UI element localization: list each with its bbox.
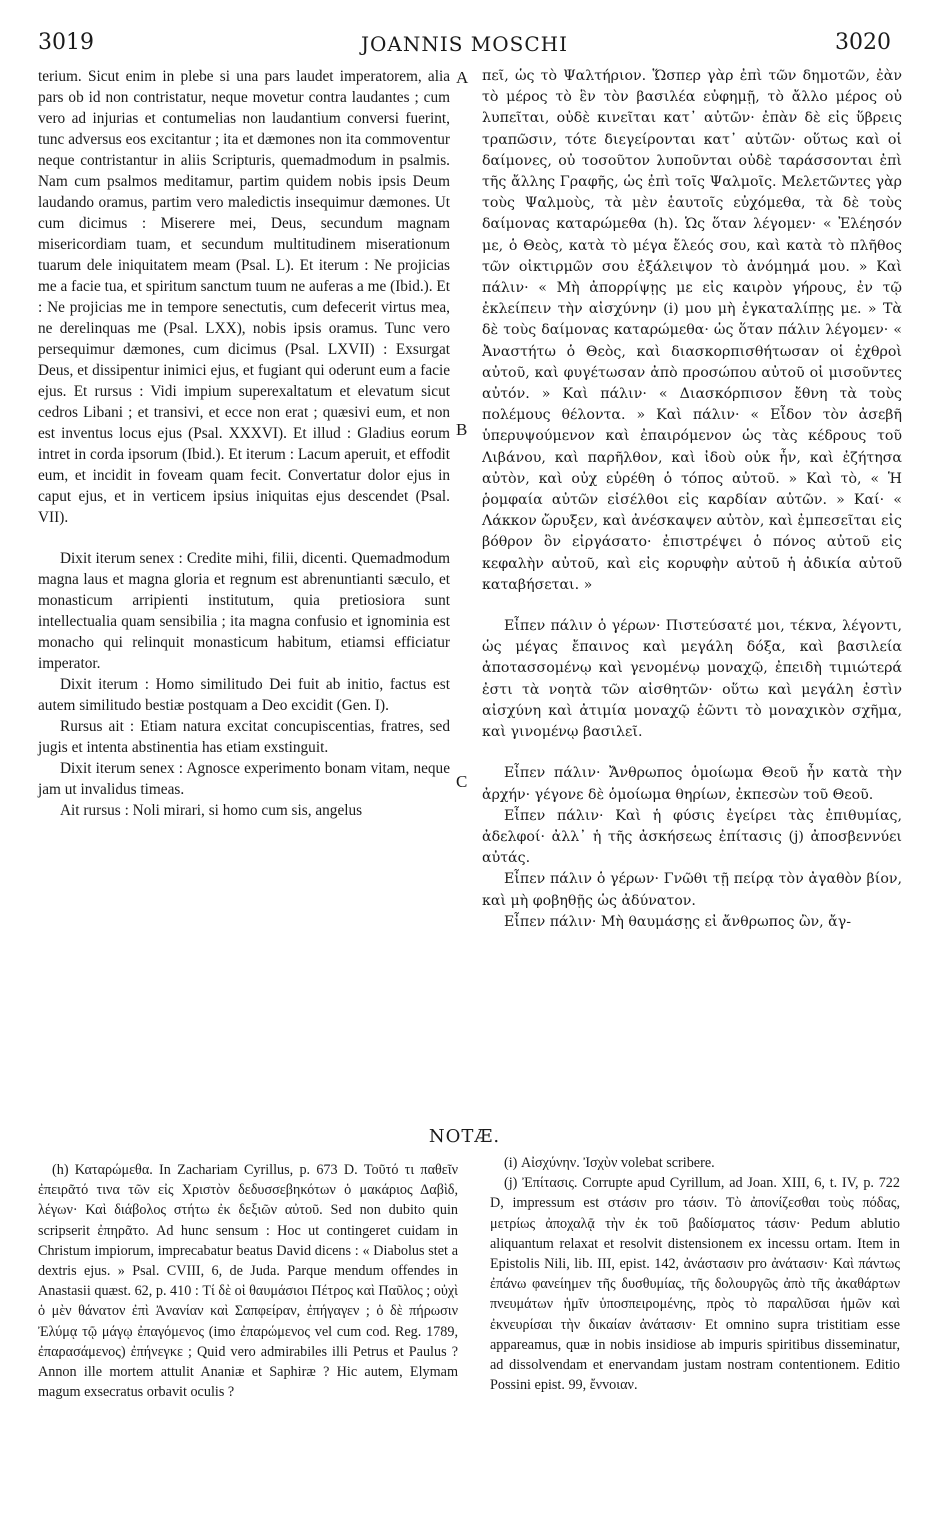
page-number-right: 3020 — [835, 30, 891, 55]
notes-right-column — [490, 1153, 900, 1395]
page-number-left: 3019 — [38, 30, 94, 55]
column-marker-b: B — [456, 420, 468, 439]
latin-paragraph-3: Dixit iterum : Homo similitudo Dei fuit ab initio, factus est autem similitudo bestiæ postquam a Deo excidit (Gen. I). — [38, 676, 450, 714]
notes-title: NOTÆ. — [428, 1126, 501, 1147]
latin-paragraph-1: terium. Sicut enim in plebe si una pars laudet imperatorem, alia pars ob id non contristatur, neque movetur contra laudantes ; cum vero ad injurias et contumelias non laudantium conversi fuerint, tunc adversus eos excitantur ; ita et dæmones non ita commoventur neque contristantur in aliis Scripturis, quemadmodum in psalmis. Nam cum psalmos meditamur, partim quidem nobis ipsis Deum laudando oramus, partim vero maledictis insequimur dæmones. Ut cum dicimus : Miserere mei, Deus, secundum magnam misericordiam tuam, et secundum multitudinem miserationum tuarum dele iniquitatem meam (Psal. L). Et iterum : Ne projicias me a facie tua, et spiritum sanctum tuum ne auferas a me (Ibid.). Et : Ne projicias me in tempore senectutis, cum defecerit virtus mea, ne derelinquas me (Psal. LXX), nobis ipsis oramus. Tunc vero persequimur dæmones, cum dicimus (Psal. LXVII) : Exsurgat Deus, et dissipentur inimici ejus, et fugiant qui oderunt eum a facie ejus. Et rursus : Vidi impium superexaltatum et elevatum sicut cedros Libani ; et transivi, et ecce non erat ; quæsivi eum, et non est inventus locus ejus (Psal. XXXVI). Et illud : Gladius eorum intret in corda ipsorum (Ibid.). Et iterum : Lacum aperuit, et effodit eum, et incidit in foveam quam fecit. Convertatur dolor ejus in caput ejus, et in verticem ipsius iniquitas ejus descendet (Psal. VII). — [38, 68, 451, 526]
column-marker-c: C — [456, 772, 468, 791]
latin-paragraph-4: Rursus ait : Etiam natura excitat concupiscentias, fratres, sed jugis et intenta abstinentia has etiam exstinguit. — [38, 718, 450, 756]
greek-paragraph-1: πεῖ, ὡς τὸ Ψαλτήριον. Ὥσπερ γὰρ ἐπὶ τῶν δημοτῶν, ἐὰν τὸ μέρος τὸ ἓν τὸν βασιλέα εὐφημῇ, τὸ ἄλλο μέρος οὐ λυπεῖται, οὐδὲ κινεῖται κατ᾽ αὐτῶν· ἐπὰν δὲ εἰς ὕβρεις τραπῶσιν, τότε διεγείρονται κατ᾽ αὐτῶν· οὕτως καὶ οἱ δαίμονες, οὐ τοσοῦτον λυποῦνται οὐδὲ ταράσσονται ἐπὶ τῆς ἄλλης Γραφῆς, ὡς ἐπὶ τοῖς Ψαλμοῖς. Μελετῶντες γὰρ τοὺς Ψαλμοὺς, τὰ μὲν ἑαυτοῖς εὐχόμεθα, τὰ δὲ τοὺς δαίμονας καταρώμεθα (h). Ὡς ὅταν λέγομεν· « Ἐλέησόν με, ὁ Θεὸς, κατὰ τὸ μέγα ἔλεός σου, καὶ κατὰ τὸ πλῆθος τῶν οἰκτιρμῶν σου ἐξάλειψον τὸ ἀνόμημά μου. » Καὶ πάλιν· « Μὴ ἀπορρίψῃς με εἰς καιρὸν γήρους, ἐν τῷ ἐκλείπειν τὴν αἰσχύνην (i) μου μὴ ἐγκαταλίπῃς με. » Τὰ δὲ τοὺς δαίμονας καταρώμεθα· ὡς ὅταν πάλιν λέγομεν· « Ἀναστήτω ὁ Θεὸς, καὶ διασκορπισθήτωσαν οἱ ἐχθροὶ αὐτοῦ, καὶ φυγέτωσαν ἀπὸ προσώπου αὐτοῦ οἱ μισοῦντες αὐτόν. » Καὶ πάλιν· « Διασκόρπισον ἔθνη τὰ τοὺς πολέμους θέλοντα. » Καὶ πάλιν· « Εἶδον τὸν ἀσεβῆ ὑπερυψούμενον καὶ ἐπαιρόμενον ὡς τὰς κέδρους τοῦ Λιβάνου, καὶ παρῆλθον, καὶ ἰδοὺ οὐκ ἦν, καὶ ἐζήτησα αὐτὸν, καὶ οὐχ εὑρέθη ὁ τόπος αὐτοῦ. » Καὶ τὸ, « Ἡ ῥομφαία αὐτῶν εἰσέλθοι εἰς καρδίαν αὐτῶν. » Καί· « Λάκκον ὤρυξεν, καὶ ἀνέσκαψεν αὐτὸν, καὶ ἐμπεσεῖται εἰς βόθρον ὃν εἰργάσατο· ἐπιστρέψει ὁ πόνος αὐτοῦ εἰς κεφαλὴν αὐτοῦ, καὶ εἰς κορυφὴν αὐτοῦ ἡ ἀδικία αὐτοῦ καταβήσεται. » — [482, 68, 902, 593]
column-marker-a: A — [456, 68, 469, 87]
notes-left-column — [38, 1160, 458, 1402]
latin-paragraph-5: Dixit iterum senex : Agnosce experimento bonam vitam, neque jam ut invalidus timeas. — [38, 760, 450, 798]
latin-paragraph-2: Dixit iterum senex : Credite mihi, filii, dicenti. Quemadmodum magna laus et magna gloria et regnum est abrenuntianti sæculo, et monasticum arripienti institutum, quia pretiosiora sunt intellectualia quam sensibilia ; ita magna confusio et ignominia est monacho qui relinquit monasticum habitum, etiamsi efficiatur imperator. — [38, 550, 450, 672]
note-i: (i) Αἰσχύνην. Ἰσχὺν volebat scribere. — [504, 1155, 715, 1171]
note-j: (j) Ἐπίτασις. Corrupte apud Cyrillum, ad Joan. XIII, 6, t. IV, p. 722 D, impressum est στάσιν pro τάσιν. Τὸ ἀπονίζεσθαι τοὺς πόδας, μετρίως ἀποχαλᾷ τὴν ἐκ τοῦ βαδίσματος τάσιν· Pedum ablutio aliquantum relaxat et resolvit distensionem ex incessu ortam. Item in Epistolis Nili, lib. III, epist. 142, ἀνάστασιν pro ἀνάτασιν· Καὶ πάντως ἐπάνω φανείημεν τῆς δυσθυμίας, τῆς δολουργῶς ἀπὸ τῆς ἀκαθάρτων πνευμάτων ἡμῖν ὑποσπειρομένης, πρὸς τὸ παραλῦσαι ἡμῶν καὶ ἐκνευρίσαι τὴν δικαίαν ἀνάτασιν· Et omnino supra tristitiam esse appareamus, quæ in nobis insidiose ab impuris spiritibus disseminatur, ad dissolvendam et enervandam justam nostram contentionem. Editio Possini epist. 99, ἔνvoιαν. — [490, 1175, 900, 1394]
greek-paragraph-2: Εἶπεν πάλιν ὁ γέρων· Πιστεύσατέ μοι, τέκνα, λέγοντι, ὡς μέγας ἔπαινος καὶ μεγάλη δόξα, καὶ βασιλεία ἀποτασσομένῳ καὶ γενομένῳ μοναχῷ, ἐπειδὴ τιμιώτερά ἐστι τὰ νοητὰ τῶν αἰσθητῶν· οὕτω καὶ μεγάλη ἐστὶν αἰσχύνη καὶ ἀτιμία μοναχῷ ἐῶντι τὸ μοναχικὸν σχῆμα, καὶ γινομένῳ βασιλεῖ. — [482, 618, 902, 741]
greek-paragraph-3: Εἶπεν πάλιν· Ἄνθρωπος ὁμοίωμα Θεοῦ ἦν κατὰ τὴν ἀρχήν· γέγονε δὲ ὁμοίωμα θηρίων, ἐκπεσὼν τοῦ Θεοῦ. — [482, 765, 902, 803]
latin-paragraph-6: Ait rursus : Noli mirari, si homo cum sis, angelus — [60, 802, 363, 819]
greek-column — [482, 66, 902, 933]
note-h: (h) Καταρώμεθα. In Zachariam Cyrillus, p. 673 D. Τοῦτό τι παθεῖν ἐπειρᾶτό τινα τῶν εἰς Χριστὸν δεδυσσεβηκότων ὁ μακάριος Δαβὶδ, λέγων· Καὶ διάβολος στήτω ἐκ δεξιῶν αὐτοῦ. Sed non dubito quin scripserit ἐπηρᾶτο. Ad hunc sensum : Hoc ut contingeret cuidam in Christum impiorum, imprecabatur beatus David dicens : « Diabolus stet a dextris ejus. » Psal. CVIII, 6, de Juda. Parque mendum offendes in Anastasii quæst. 62, p. 410 : Τί δὲ οἱ θαυμάσιοι Πέτρος καὶ Παῦλος ; οὐχὶ ὁ μὲν θάνατον ἐπὶ Ἀνανίαν καὶ Σαπφείραν, ἐπήγαγεν ; ὁ δὲ πήρωσιν Ἐλύμᾳ τῷ μάγῳ ἐπαγόμενος (imo ἐπαρώμενος vel cum cod. Reg. 1789, ἐπαρασάμενος) ἐπήνεγκε ; Quid vero admirabiles illi Petrus et Paulus ? Annon ille mortem attulit Ananiæ et Saphiræ ? Hic autem, Elymam magum exsecratus orbavit oculis ? — [38, 1162, 458, 1401]
latin-column — [38, 66, 450, 821]
greek-paragraph-6: Εἶπεν πάλιν· Μὴ θαυμάσῃς εἰ ἄνθρωπος ὢν, ἄγ- — [504, 913, 852, 930]
running-head: JOANNIS MOSCHI — [360, 32, 569, 56]
running-header — [38, 30, 891, 60]
greek-paragraph-5: Εἶπεν πάλιν ὁ γέρων· Γνῶθι τῇ πείρᾳ τὸν ἀγαθὸν βίον, καὶ μὴ φοβηθῇς ὡς ἀδύνατον. — [482, 871, 902, 909]
greek-paragraph-4: Εἶπεν πάλιν· Καὶ ἡ φύσις ἐγείρει τὰς ἐπιθυμίας, ἀδελφοί· ἀλλ᾽ ἡ τῆς ἀσκήσεως ἐπίτασις (j) ἀποσβεννύει αὐτάς. — [482, 807, 902, 867]
